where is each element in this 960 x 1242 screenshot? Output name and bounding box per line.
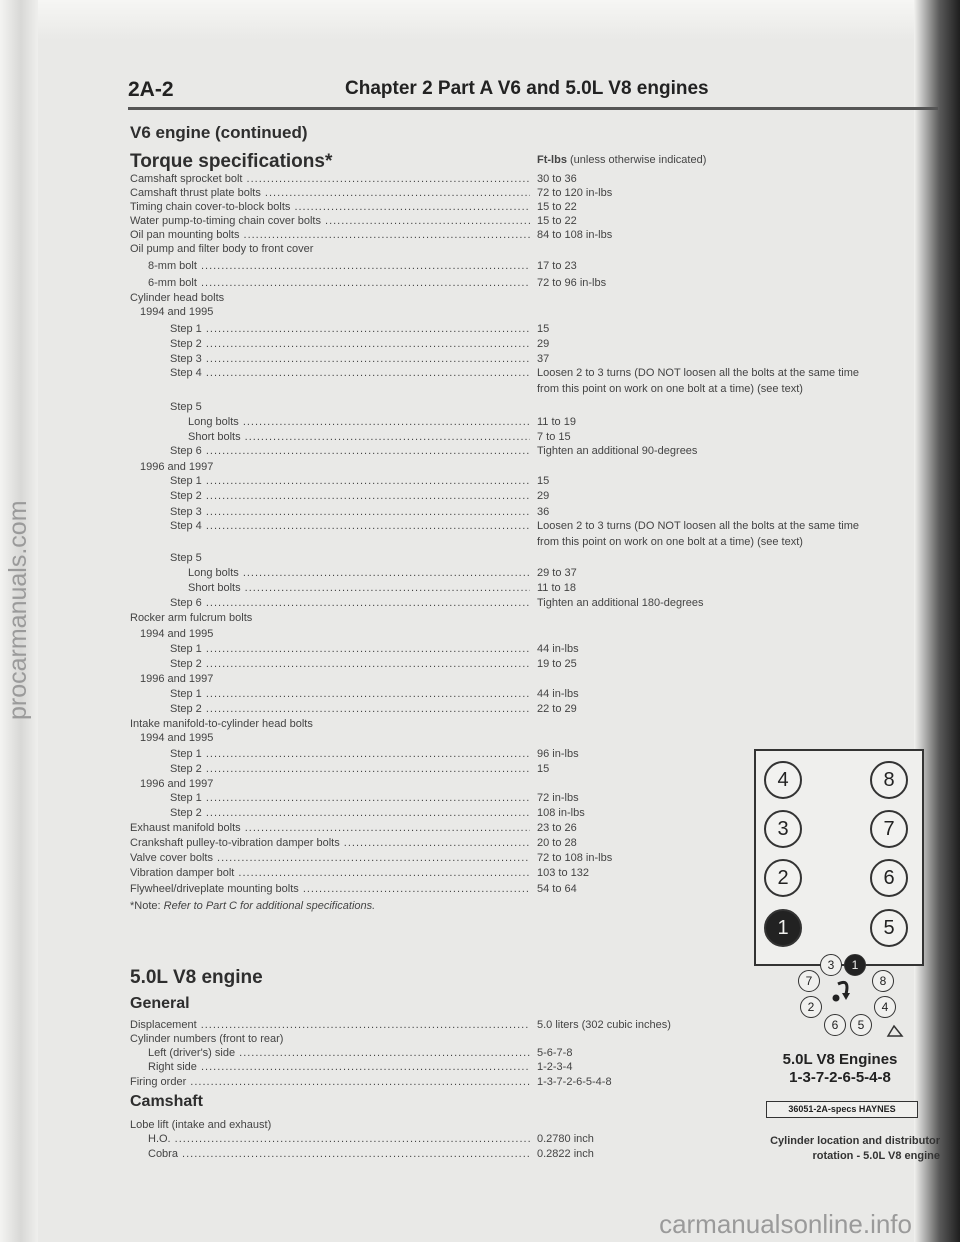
torque-spec-label: Step 2 ..... xyxy=(170,489,530,503)
torque-spec-value: 72 to 120 in-lbs xyxy=(537,187,613,199)
torque-spec-value: 84 to 108 in-lbs xyxy=(537,229,613,241)
cylinder-8: 8 xyxy=(870,761,908,799)
camshaft-spec-label: Lobe lift (intake and exhaust) xyxy=(130,1119,272,1131)
general-spec-value: 1-3-7-2-6-5-4-8 xyxy=(537,1076,612,1088)
torque-spec-value: Loosen 2 to 3 turns (DO NOT loosen all the bolts at the same time xyxy=(537,520,860,532)
torque-spec-value: 72 to 108 in-lbs xyxy=(537,852,613,864)
torque-spec-value: from this point on work on one bolt at a time) (see text) xyxy=(537,383,803,395)
torque-spec-label: Step 5 xyxy=(170,401,202,413)
torque-spec-label: Cylinder head bolts xyxy=(130,292,225,304)
cylinder-7: 7 xyxy=(870,810,908,848)
distributor-terminal-2: 2 xyxy=(800,996,822,1018)
chapter-title: Chapter 2 Part A V6 and 5.0L V8 engines xyxy=(345,78,709,99)
torque-spec-value: 15 to 22 xyxy=(537,215,577,227)
diagram-caption-firing-order: 1-3-7-2-6-5-4-8 xyxy=(789,1069,891,1086)
torque-spec-label: 6-mm bolt ..... xyxy=(148,276,530,290)
torque-spec-value: 54 to 64 xyxy=(537,883,577,895)
torque-spec-value: 72 to 96 in-lbs xyxy=(537,277,607,289)
torque-spec-value: 37 xyxy=(537,353,550,365)
torque-spec-value: Tighten an additional 90-degrees xyxy=(537,445,698,457)
note-text: Refer to Part C for additional specifications. xyxy=(163,900,376,912)
figure-caption-line1: Cylinder location and distributor xyxy=(770,1135,940,1147)
general-spec-label: Left (driver's) side ..... xyxy=(148,1046,530,1060)
torque-spec-label: Intake manifold-to-cylinder head bolts xyxy=(130,718,313,730)
torque-spec-value: 96 in-lbs xyxy=(537,748,579,760)
distributor-terminal-7: 7 xyxy=(798,970,820,992)
page-shadow-top xyxy=(0,0,960,40)
units-note: (unless otherwise indicated) xyxy=(570,154,707,166)
distributor-terminal-1: 1 xyxy=(844,954,866,976)
torque-spec-label: 1996 and 1997 xyxy=(140,673,214,685)
figure-caption-line2: rotation - 5.0L V8 engine xyxy=(812,1150,940,1162)
torque-spec-label: 8-mm bolt ..... xyxy=(148,259,530,273)
torque-spec-label: Camshaft sprocket bolt ..... xyxy=(130,172,530,186)
torque-spec-value: 29 xyxy=(537,490,550,502)
torque-spec-label: Valve cover bolts ..... xyxy=(130,851,530,865)
torque-spec-value: 29 xyxy=(537,338,550,350)
v6-section-title: V6 engine (continued) xyxy=(130,123,308,142)
camshaft-spec-value: 0.2780 inch xyxy=(537,1133,594,1145)
torque-spec-value: 15 xyxy=(537,763,550,775)
torque-spec-value: 20 to 28 xyxy=(537,837,577,849)
torque-spec-label: 1994 and 1995 xyxy=(140,628,214,640)
distributor-terminal-5: 5 xyxy=(850,1014,872,1036)
torque-spec-label: 1996 and 1997 xyxy=(140,461,214,473)
torque-spec-label: Step 1 ..... xyxy=(170,642,530,656)
general-spec-label: Firing order ..... xyxy=(130,1075,530,1089)
camshaft-title: Camshaft xyxy=(130,1093,203,1110)
watermark-left-text: procarmanuals.com xyxy=(4,500,32,720)
torque-spec-value: 15 to 22 xyxy=(537,201,577,213)
watermark-bottom: carmanualsonline.info xyxy=(659,1209,912,1239)
torque-spec-label: 1996 and 1997 xyxy=(140,778,214,790)
torque-spec-value: 15 xyxy=(537,323,550,335)
cylinder-2: 2 xyxy=(764,859,802,897)
torque-spec-label: Long bolts ..... xyxy=(188,566,530,580)
general-spec-value: 5-6-7-8 xyxy=(537,1047,573,1059)
torque-spec-label: Step 6 ..... xyxy=(170,596,530,610)
torque-spec-label: Timing chain cover-to-block bolts ..... xyxy=(130,200,530,214)
torque-spec-value: 44 in-lbs xyxy=(537,643,579,655)
camshaft-spec-value: 0.2822 inch xyxy=(537,1148,594,1160)
torque-spec-label: Long bolts ..... xyxy=(188,415,530,429)
general-spec-value: 5.0 liters (302 cubic inches) xyxy=(537,1019,671,1031)
torque-spec-label: Step 1 ..... xyxy=(170,474,530,488)
torque-spec-label: Rocker arm fulcrum bolts xyxy=(130,612,253,624)
figure-reference: 36051-2A-specs HAYNES xyxy=(766,1101,918,1118)
torque-spec-value: 23 to 26 xyxy=(537,822,577,834)
cylinder-5: 5 xyxy=(870,909,908,947)
torque-spec-label: Step 2 ..... xyxy=(170,337,530,351)
general-spec-value: 1-2-3-4 xyxy=(537,1061,573,1073)
torque-spec-value: 11 to 18 xyxy=(537,582,576,594)
torque-spec-label: Step 1 ..... xyxy=(170,791,530,805)
cylinder-1: 1 xyxy=(764,909,802,947)
distributor-terminal-8: 8 xyxy=(872,970,894,992)
general-spec-label: Right side ..... xyxy=(148,1060,530,1074)
torque-spec-value: 36 xyxy=(537,506,550,518)
torque-spec-value: 29 to 37 xyxy=(537,567,577,579)
torque-spec-value: Tighten an additional 180-degrees xyxy=(537,597,704,609)
general-spec-label: Cylinder numbers (front to rear) xyxy=(130,1033,284,1045)
page-number: 2A-2 xyxy=(128,78,174,101)
spec-note xyxy=(130,900,375,912)
torque-spec-label: Step 4 ..... xyxy=(170,366,530,380)
note-label: *Note: xyxy=(130,900,161,912)
torque-spec-value: Loosen 2 to 3 turns (DO NOT loosen all the bolts at the same time xyxy=(537,367,860,379)
torque-spec-label: Step 1 ..... xyxy=(170,747,530,761)
torque-spec-label: Vibration damper bolt ..... xyxy=(130,866,530,880)
watermark-left xyxy=(4,500,36,720)
torque-spec-label: Step 6 ..... xyxy=(170,444,530,458)
cylinder-3: 3 xyxy=(764,810,802,848)
torque-spec-label: Step 3 ..... xyxy=(170,505,530,519)
torque-spec-label: Crankshaft pulley-to-vibration damper bolts ..... xyxy=(130,836,530,850)
v8-section-title: 5.0L V8 engine xyxy=(130,967,263,988)
torque-spec-label: Step 2 ..... xyxy=(170,762,530,776)
torque-spec-value: 44 in-lbs xyxy=(537,688,579,700)
torque-spec-value: 15 xyxy=(537,475,550,487)
torque-spec-label: 1994 and 1995 xyxy=(140,732,214,744)
torque-spec-value: 22 to 29 xyxy=(537,703,577,715)
torque-spec-label: Oil pan mounting bolts ..... xyxy=(130,228,530,242)
torque-spec-value: 72 in-lbs xyxy=(537,792,579,804)
torque-spec-value: 30 to 36 xyxy=(537,173,577,185)
distributor-cap xyxy=(784,944,904,1038)
torque-spec-label: Step 3 ..... xyxy=(170,352,530,366)
torque-spec-value: 103 to 132 xyxy=(537,867,589,879)
torque-spec-label: Oil pump and filter body to front cover xyxy=(130,243,314,255)
torque-spec-label: Flywheel/driveplate mounting bolts ..... xyxy=(130,882,530,896)
torque-spec-value: from this point on work on one bolt at a time) (see text) xyxy=(537,536,803,548)
torque-spec-value: 7 to 15 xyxy=(537,431,571,443)
diagram-caption xyxy=(740,1051,940,1087)
torque-spec-label: Step 2 ..... xyxy=(170,806,530,820)
torque-spec-label: Water pump-to-timing chain cover bolts ..... xyxy=(130,214,530,228)
torque-spec-label: Step 2 ..... xyxy=(170,657,530,671)
torque-spec-label: Short bolts ..... xyxy=(188,430,530,444)
units-bold: Ft-lbs xyxy=(537,154,567,166)
header-rule xyxy=(128,107,938,110)
torque-spec-label: Step 1 ..... xyxy=(170,687,530,701)
torque-specifications-title: Torque specifications* xyxy=(130,151,333,172)
torque-spec-value: 11 to 19 xyxy=(537,416,576,428)
figure-caption xyxy=(735,1134,940,1164)
units-header xyxy=(537,154,706,166)
torque-spec-label: Step 2 ..... xyxy=(170,702,530,716)
diagram-caption-engine: 5.0L V8 Engines xyxy=(782,1051,898,1068)
general-title: General xyxy=(130,995,190,1012)
torque-spec-label: Exhaust manifold bolts ..... xyxy=(130,821,530,835)
torque-spec-value: 19 to 25 xyxy=(537,658,577,670)
torque-spec-label: Step 4 ..... xyxy=(170,519,530,533)
general-spec-label: Displacement ..... xyxy=(130,1018,530,1032)
cylinder-location-diagram xyxy=(754,749,924,966)
distributor-terminal-3: 3 xyxy=(820,954,842,976)
torque-spec-label: Camshaft thrust plate bolts ..... xyxy=(130,186,530,200)
torque-spec-label: Step 5 xyxy=(170,552,202,564)
cylinder-6: 6 xyxy=(870,859,908,897)
torque-spec-label: Short bolts ..... xyxy=(188,581,530,595)
torque-spec-label: 1994 and 1995 xyxy=(140,306,214,318)
distributor-terminal-6: 6 xyxy=(824,1014,846,1036)
camshaft-spec-label: H.O. ..... xyxy=(148,1132,530,1146)
distributor-terminal-4: 4 xyxy=(874,996,896,1018)
cylinder-4: 4 xyxy=(764,761,802,799)
torque-spec-value: 17 to 23 xyxy=(537,260,577,272)
torque-spec-value: 108 in-lbs xyxy=(537,807,585,819)
torque-spec-label: Step 1 ..... xyxy=(170,322,530,336)
camshaft-spec-label: Cobra ..... xyxy=(148,1147,530,1161)
